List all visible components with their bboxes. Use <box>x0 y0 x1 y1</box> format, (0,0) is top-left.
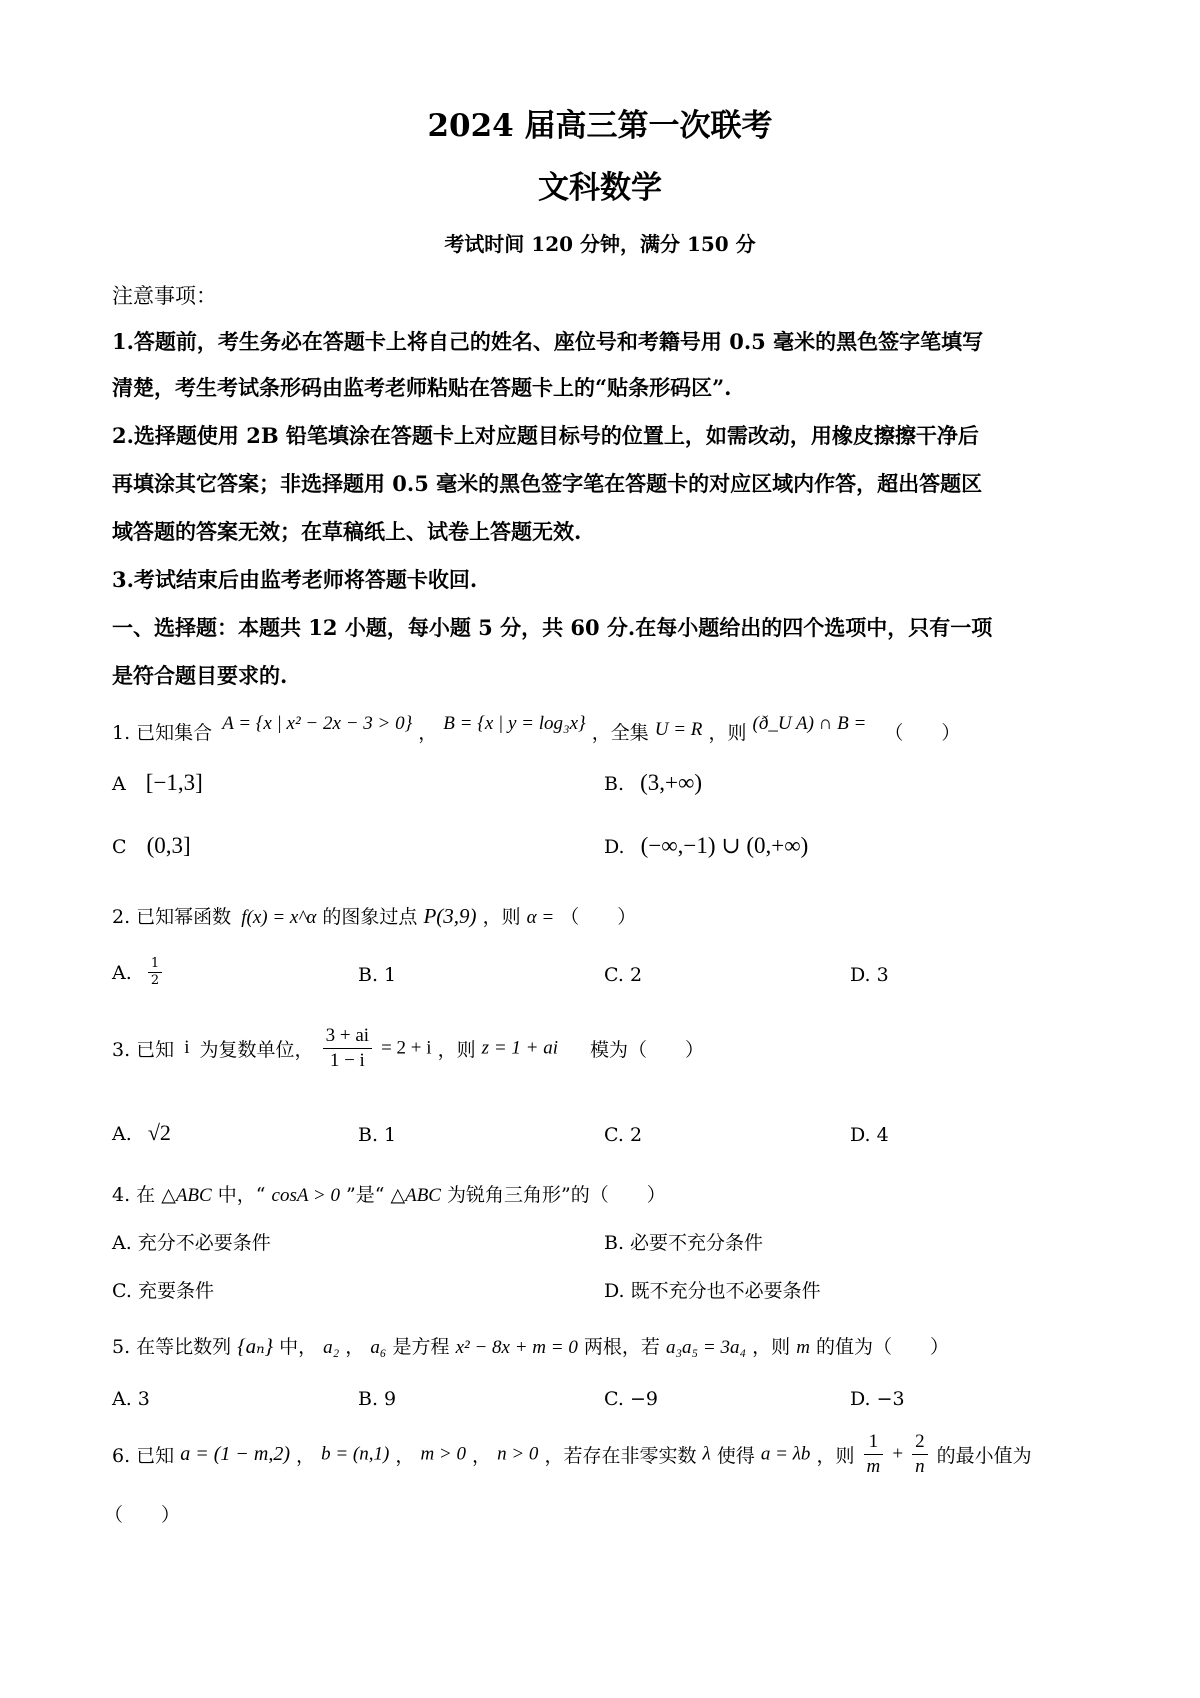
q6-relation: a = λb <box>760 1443 811 1465</box>
q5-text-c: 是方程 <box>392 1336 450 1358</box>
q6-sep3: ， <box>472 1444 492 1467</box>
q4-triangle-1: △ABC <box>161 1185 212 1206</box>
q6-fraction-1-denominator: m <box>866 1455 881 1477</box>
notice-item2-line2: 再填涂其它答案；非选择题用 0.5 毫米的黑色签字笔在答题卡的对应区域内作答，超出答题区 <box>112 471 983 496</box>
q5-comma: ， <box>345 1336 365 1358</box>
q3-z: z = 1 + ai <box>481 1037 558 1059</box>
q3-option-b: B. 1 <box>358 1124 397 1146</box>
q2-option-d: D. 3 <box>850 964 889 986</box>
q1-option-b <box>604 770 702 796</box>
q5-condition: a₃a₅ = 3a₄ <box>665 1337 747 1358</box>
q5-option-c: C. −9 <box>604 1388 658 1410</box>
q3-option-c: C. 2 <box>604 1124 643 1146</box>
q2-option-a-fraction <box>148 956 162 990</box>
q6-fraction-2-denominator: n <box>915 1455 925 1477</box>
q5-text-a: 5. 在等比数列 <box>112 1336 232 1358</box>
q3-option-a <box>112 1120 171 1146</box>
q4-text-c: ”是“ <box>346 1184 385 1206</box>
q3-then: ，则 <box>437 1038 476 1061</box>
q2-option-b: B. 1 <box>358 964 397 986</box>
q6-n-positive: n > 0 <box>497 1443 539 1465</box>
q6-sep1: ， <box>296 1444 316 1467</box>
q1-option-c <box>112 833 191 859</box>
q6-sep2: ， <box>395 1444 415 1467</box>
notice-item3: 3.考试结束后由监考老师将答题卡收回. <box>112 567 478 592</box>
q1-option-b-label: B. <box>604 773 625 795</box>
q2-prefix: 2. 已知幂函数 <box>112 906 232 928</box>
q6-vector-b: b = (n,1) <box>321 1443 390 1465</box>
q1-paren: （ ） <box>884 722 961 744</box>
q3-fraction-numerator: 3 + ai <box>323 1024 372 1049</box>
notice-item1-line1: 1.答题前，考生务必在答题卡上将自己的姓名、座位号和考籍号用 0.5 毫米的黑色签字笔填写 <box>112 329 984 354</box>
q6-plus: + <box>892 1443 904 1465</box>
q3-option-a-value: √2 <box>147 1120 171 1145</box>
q1-option-a <box>112 770 203 796</box>
q2-option-a-numerator: 1 <box>148 956 162 973</box>
q1-ask: ，则 <box>708 722 747 744</box>
q6-fraction-1-numerator: 1 <box>864 1430 884 1455</box>
q1-universe: U = R <box>654 719 703 740</box>
q1-mid: ，全集 <box>591 722 649 744</box>
q6-paren: （ ） <box>104 1504 181 1526</box>
q1-option-d <box>604 833 808 859</box>
q2-option-a <box>112 956 165 990</box>
notice-item2-line3: 域答题的答案无效；在草稿纸上、试卷上答题无效. <box>112 519 582 544</box>
q6-lambda: λ <box>702 1443 711 1465</box>
question-3 <box>112 1024 704 1073</box>
q6-vector-a: a = (1 − m,2) <box>180 1442 290 1465</box>
q4-option-d: D. 既不充分也不必要条件 <box>604 1280 821 1302</box>
section-heading-line2: 是符合题目要求的. <box>112 663 288 688</box>
q6-fraction-1 <box>864 1430 884 1479</box>
q4-triangle-2: △ABC <box>390 1185 441 1206</box>
q5-text-f: 的值为（ ） <box>815 1336 949 1358</box>
q6-text-d: ，则 <box>816 1444 855 1467</box>
q1-set-b: B = {x | y = log₃x} <box>443 713 586 734</box>
q5-text-b: 中， <box>279 1336 318 1358</box>
notice-item1-line2: 清楚，考生考试条形码由监考老师粘贴在答题卡上的“贴条形码区”. <box>112 375 732 400</box>
q6-text-e: 的最小值为 <box>936 1444 1032 1467</box>
q1-set-a: A = {x | x² − 2x − 3 > 0} <box>222 713 413 734</box>
exam-title: 2024 届高三第一次联考 <box>427 108 773 144</box>
q3-mid: 为复数单位， <box>199 1038 314 1061</box>
q2-option-c: C. 2 <box>604 964 643 986</box>
q4-text-b: 中，“ <box>217 1184 266 1206</box>
q3-ask: 模为（ ） <box>590 1038 705 1061</box>
q1-prefix: 1. 已知集合 <box>112 722 213 744</box>
q3-rhs: = 2 + i <box>381 1037 432 1059</box>
q4-option-a: A. 充分不必要条件 <box>112 1232 271 1254</box>
q2-ask: ，则 <box>482 906 521 928</box>
q5-option-d: D. −3 <box>850 1388 905 1410</box>
exam-subject: 文科数学 <box>538 170 662 206</box>
q2-option-a-denominator: 2 <box>150 973 160 989</box>
question-5 <box>112 1332 949 1359</box>
q5-option-b: B. 9 <box>358 1388 397 1410</box>
section-heading-line1: 一、选择题：本题共 12 小题，每小题 5 分，共 60 分.在每小题给出的四个选项中，只有一项 <box>112 615 993 640</box>
q2-mid: 的图象过点 <box>322 906 418 928</box>
q6-text-c: 使得 <box>716 1444 755 1467</box>
q1-option-a-value: [−1,3] <box>145 770 203 795</box>
q3-option-d: D. 4 <box>850 1124 889 1146</box>
question-4 <box>112 1180 666 1207</box>
q6-fraction-2-numerator: 2 <box>912 1430 928 1455</box>
q5-equation: x² − 8x + m = 0 <box>455 1337 578 1358</box>
question-2 <box>112 902 636 929</box>
question-6 <box>112 1430 1032 1479</box>
notice-item2-line1: 2.选择题使用 2B 铅笔填涂在答题卡上对应题目标号的位置上，如需改动，用橡皮擦擦干净后 <box>112 423 979 448</box>
q2-paren: （ ） <box>560 906 637 928</box>
q5-option-a: A. 3 <box>112 1388 150 1410</box>
q2-point: P(3,9) <box>423 904 477 928</box>
q3-option-a-label: A. <box>112 1123 132 1145</box>
q5-text-d: 两根，若 <box>583 1336 660 1358</box>
q3-fraction <box>323 1024 372 1073</box>
q1-option-c-value: (0,3] <box>146 833 191 858</box>
q4-text-a: 4. 在 <box>112 1184 156 1206</box>
q6-m-positive: m > 0 <box>420 1443 466 1465</box>
q5-m: m <box>796 1337 810 1358</box>
notice-heading: 注意事项： <box>112 284 217 308</box>
q1-option-b-value: (3,+∞) <box>640 770 702 795</box>
q1-option-a-label: A <box>112 773 126 795</box>
q5-a6: a₆ <box>370 1337 387 1358</box>
q2-var: α = <box>526 907 555 928</box>
q4-condition: cosA > 0 <box>271 1185 340 1206</box>
q6-fraction-2 <box>912 1430 928 1479</box>
q3-unit: i <box>184 1037 190 1059</box>
q4-option-b: B. 必要不充分条件 <box>604 1232 764 1254</box>
q3-fraction-denominator: 1 − i <box>329 1049 365 1071</box>
q2-option-a-label: A. <box>112 961 132 984</box>
q6-text-b: ，若存在非零实数 <box>544 1444 697 1467</box>
q1-option-c-label: C <box>112 836 127 858</box>
q5-a2: a₂ <box>323 1337 340 1358</box>
q1-option-d-value: (−∞,−1) ∪ (0,+∞) <box>640 833 809 858</box>
exam-info: 考试时间 120 分钟，满分 150 分 <box>444 232 756 256</box>
question-1: 1. 已知集合 A = {x | x² − 2x − 3 > 0} ， B = {x | y = log₃x} ，全集 U = R ，则 (ð_U A) ∩ B = （ ） <box>112 713 961 744</box>
q6-text-a: 6. 已知 <box>112 1444 175 1467</box>
q1-option-d-label: D. <box>604 836 625 858</box>
q5-sequence: {aₙ} <box>237 1334 274 1358</box>
q2-func: f(x) = x^α <box>241 907 317 928</box>
q4-option-c: C. 充要条件 <box>112 1280 214 1302</box>
q1-expr: (ð_U A) ∩ B = <box>752 713 867 734</box>
q3-prefix: 3. 已知 <box>112 1038 175 1061</box>
q5-text-e: ，则 <box>752 1336 791 1358</box>
q4-text-d: 为锐角三角形”的（ ） <box>447 1184 666 1206</box>
